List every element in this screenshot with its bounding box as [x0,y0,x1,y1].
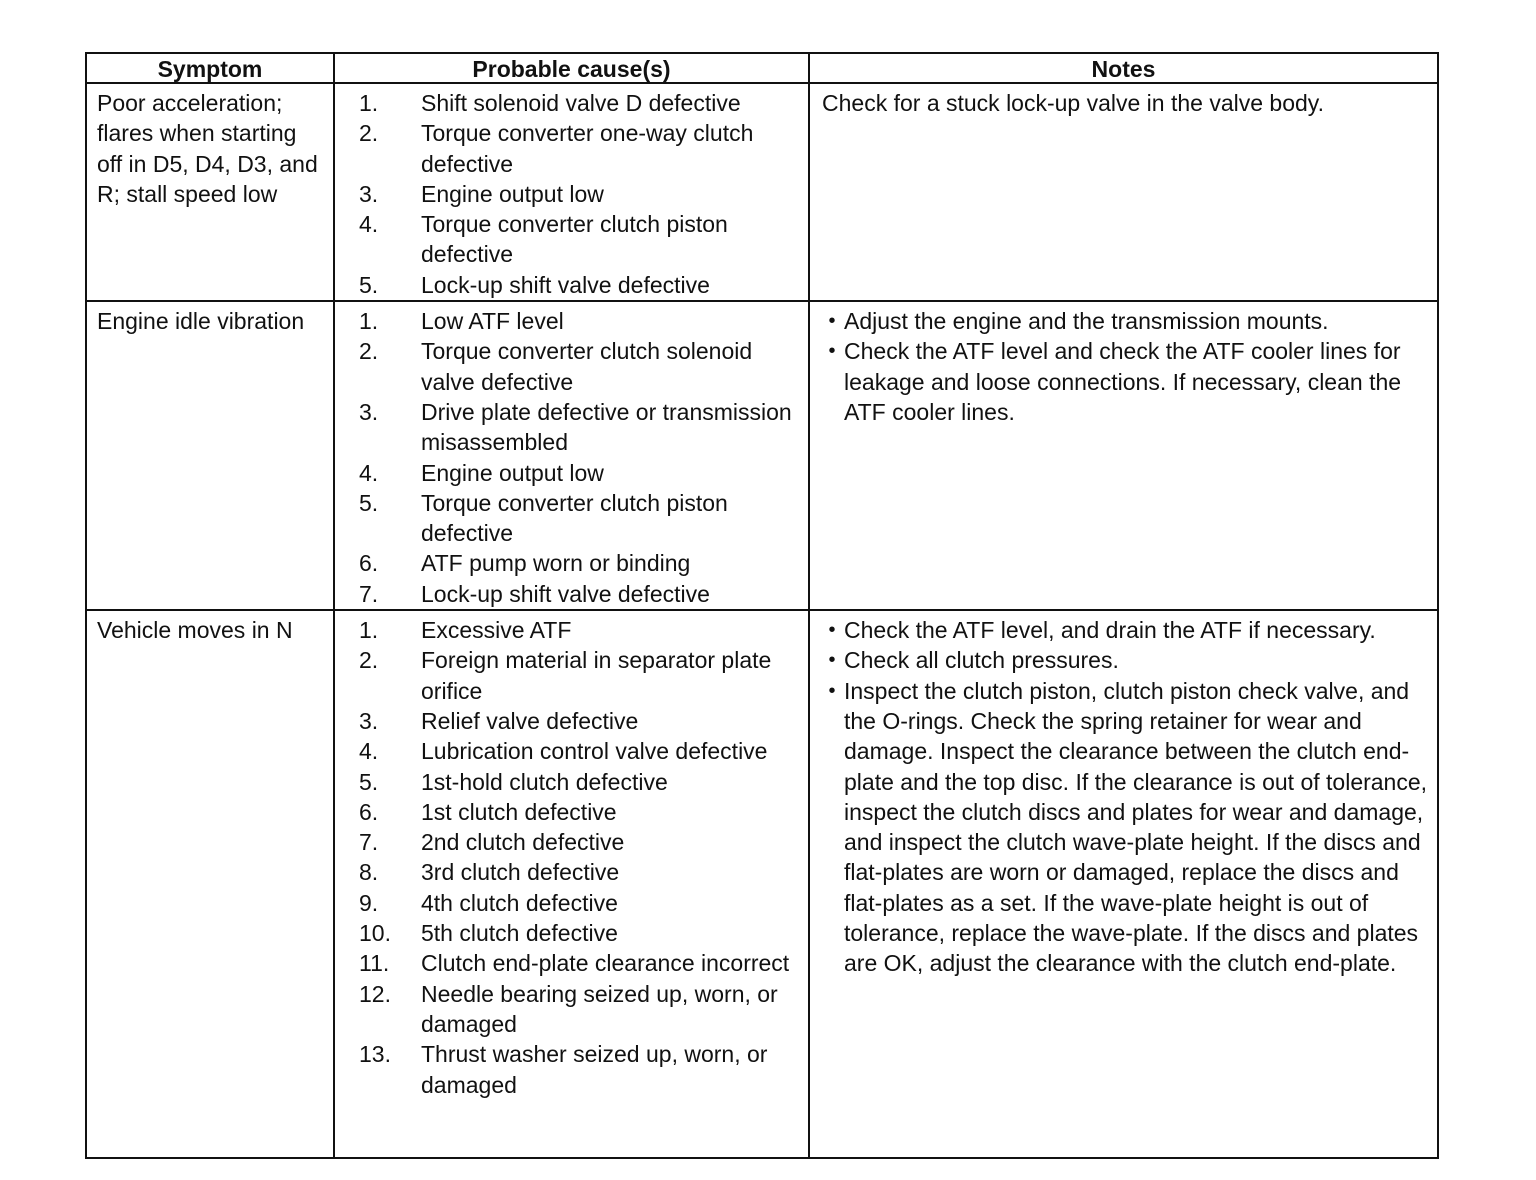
bullet-icon: • [828,649,836,672]
table-row [86,83,1438,301]
cause-number: 2. [359,647,379,674]
cause-item [345,548,802,578]
cause-number: 11. [359,950,390,977]
note-text: Inspect the clutch piston, clutch piston check valve, and the O-rings. Check the spring retainer for wear and damage. Inspect the clearance between the clutch end-plate and the top disc. If the clearance is out of tolerance, inspect the clutch discs and plates for wear and damage, and inspect the clutch wave-plate height. If the discs and flat-plates are worn or damaged, replace the discs and flat-plates as a set. If the wave-plate height is out of tolerance, replace the wave-plate. If the discs and plates are OK, adjust the clearance with the clutch end-plate. [844,677,1428,977]
cause-text: Torque converter one-way clutch defective [421,120,754,177]
bullet-icon: • [828,679,836,702]
cause-number: 6. [359,550,379,577]
cause-item [345,948,802,978]
cause-item [345,488,802,549]
cause-item [345,767,802,797]
cause-number: 4. [359,738,379,765]
cause-list [345,615,802,1100]
note-item [820,306,1431,336]
cause-item [345,579,802,609]
notes-cell [809,301,1438,610]
cause-number: 5. [359,271,379,298]
notes-cell [809,83,1438,301]
causes-cell [334,610,809,1158]
note-list [820,615,1431,979]
cause-text: Drive plate defective or transmission misassembled [421,398,792,456]
cause-item [345,797,802,827]
bullet-icon: • [828,619,836,642]
cause-item [345,645,802,706]
symptom-text: Engine idle vibration [97,308,305,335]
cause-number: 7. [359,580,379,607]
note-text: Check the ATF level and check the ATF cooler lines for leakage and loose connections. If necessary, clean the ATF cooler lines. [844,338,1402,425]
cause-text: Shift solenoid valve D defective [421,90,741,116]
cause-item [345,88,802,118]
cause-number: 1. [359,617,379,644]
symptom-text: Poor acceleration; flares when starting off in D5, D4, D3, and R; stall speed low [97,90,318,207]
cause-item [345,888,802,918]
header-row [86,53,1438,83]
cause-text: Lubrication control valve defective [421,738,768,765]
note-text: Check the ATF level, and drain the ATF if necessary. [844,617,1376,644]
cause-text: 1st-hold clutch defective [421,768,668,795]
cause-text: 1st clutch defective [421,798,617,825]
cause-item [345,706,802,736]
cause-number: 13. [359,1041,391,1068]
note-item [820,336,1431,427]
cause-number: 7. [359,829,379,856]
cause-item [345,336,802,397]
cause-item [345,118,802,179]
cause-text: Relief valve defective [421,707,639,734]
causes-cell [334,301,809,610]
cause-number: 6. [359,798,379,825]
cause-item [345,209,802,270]
cause-text: Torque converter clutch piston defective [421,211,728,268]
cause-text: Excessive ATF [421,617,572,644]
cause-item [345,179,802,209]
cause-text: Low ATF level [421,308,564,335]
note-list [820,306,1431,427]
cause-item [345,918,802,948]
cause-text: 2nd clutch defective [421,829,625,856]
cause-text: ATF pump worn or binding [421,550,691,577]
cause-number: 5. [359,489,379,516]
cause-text: 3rd clutch defective [421,859,620,886]
cause-text: Engine output low [421,459,604,486]
cause-text: Lock-up shift valve defective [421,271,710,298]
cause-item [345,979,802,1040]
cause-item [345,458,802,488]
symptom-cell [86,301,334,610]
table-row [86,610,1438,1158]
cause-number: 3. [359,180,379,207]
note-item [820,615,1431,645]
header-symptom: Symptom [86,53,334,83]
cause-item [345,736,802,766]
cause-number: 1. [359,308,379,335]
cause-number: 4. [359,459,379,486]
note-text: Adjust the engine and the transmission mounts. [844,308,1329,335]
cause-text: Torque converter clutch solenoid valve defective [421,338,753,395]
cause-text: Thrust washer seized up, worn, or damaged [421,1041,768,1098]
cause-number: 10. [359,920,391,947]
bullet-icon: • [828,340,836,363]
cause-number: 3. [359,398,379,425]
cause-number: 4. [359,211,379,238]
table-row [86,301,1438,610]
note-item [820,676,1431,979]
cause-list [345,88,802,300]
cause-item [345,615,802,645]
cause-text: Lock-up shift valve defective [421,580,710,607]
symptom-cell [86,83,334,301]
cause-number: 9. [359,889,379,916]
causes-cell [334,83,809,301]
note-text: Check for a stuck lock-up valve in the valve body. [822,90,1324,116]
cause-number: 1. [359,90,379,116]
cause-text: Clutch end-plate clearance incorrect [421,950,790,977]
troubleshooting-table [85,52,1439,1159]
bullet-icon: • [828,310,836,333]
notes-cell [809,610,1438,1158]
note-text: Check all clutch pressures. [844,647,1119,674]
note-item [820,645,1431,675]
cause-number: 5. [359,768,379,795]
cause-list [345,306,802,609]
cause-text: 5th clutch defective [421,920,618,947]
cause-item [345,306,802,336]
cause-number: 3. [359,707,379,734]
cause-number: 8. [359,859,379,886]
cause-item [345,397,802,458]
cause-text: Engine output low [421,180,604,207]
cause-item [345,827,802,857]
cause-number: 12. [359,980,391,1007]
cause-number: 2. [359,338,379,365]
cause-text: Needle bearing seized up, worn, or damaged [421,980,778,1037]
cause-text: Torque converter clutch piston defective [421,489,728,547]
cause-item [345,857,802,887]
cause-item [345,270,802,300]
cause-item [345,1039,802,1100]
symptom-cell [86,610,334,1158]
cause-number: 2. [359,120,379,147]
header-notes: Notes [809,53,1438,83]
cause-text: 4th clutch defective [421,889,618,916]
cause-text: Foreign material in separator plate orifice [421,647,772,704]
header-probable-causes: Probable cause(s) [334,53,809,83]
symptom-text: Vehicle moves in N [97,617,293,644]
